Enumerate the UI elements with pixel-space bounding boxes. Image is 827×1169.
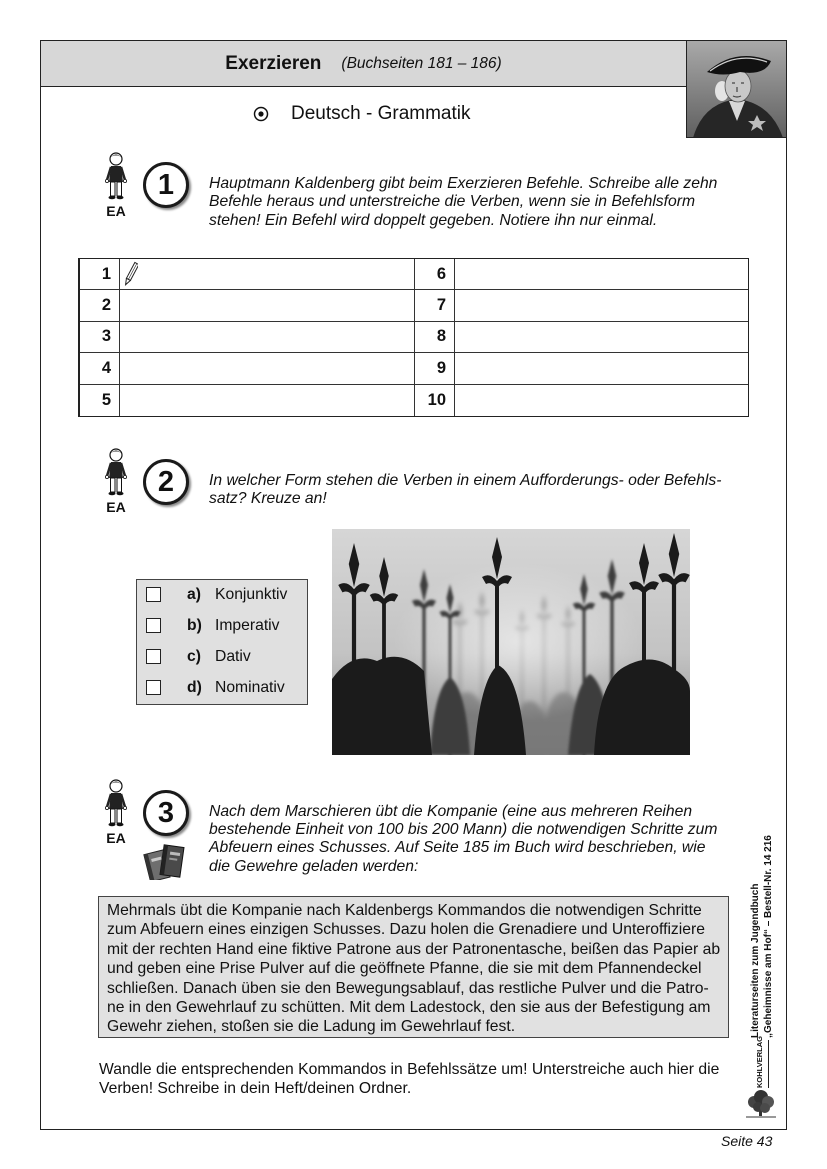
student-figure-icon bbox=[103, 778, 129, 828]
option-checkbox[interactable] bbox=[146, 587, 161, 602]
closing-instruction bbox=[99, 1060, 719, 1098]
page-number: Seite 43 bbox=[721, 1133, 773, 1149]
task-number-badge bbox=[143, 790, 189, 836]
text-line: Verben! Schreibe in dein Heft/deinen Ordner. bbox=[99, 1079, 412, 1097]
row-number: 5 bbox=[80, 385, 120, 416]
task-number: 1 bbox=[157, 168, 175, 201]
option-letter: d) bbox=[187, 679, 202, 696]
row-number: 8 bbox=[415, 322, 455, 353]
title-order-number: „Geheimnisse am Hof“ – Bestell-Nr. 14 216 bbox=[763, 835, 774, 1038]
option-label: Konjunktiv bbox=[215, 586, 288, 603]
soldiers-photo bbox=[332, 529, 690, 755]
book-pages: (Buchseiten 181 – 186) bbox=[341, 54, 502, 72]
text-line: In welcher Form stehen die Verben in einem Aufforderungs- oder Befehls- bbox=[209, 471, 722, 489]
book-icon bbox=[142, 842, 186, 880]
row-number: 6 bbox=[415, 259, 455, 290]
text-line: Hauptmann Kaldenberg gibt beim Exerzieren Befehle. Schreibe alle zehn bbox=[209, 174, 718, 192]
text-line: bestehende Einheit von 100 bis 200 Mann) die notwendigen Schritte zum bbox=[209, 821, 718, 838]
answer-cell[interactable] bbox=[120, 353, 415, 384]
option-checkbox[interactable] bbox=[146, 649, 161, 664]
student-figure-icon bbox=[103, 151, 129, 201]
option-letter: c) bbox=[187, 648, 201, 665]
row-number: 9 bbox=[415, 353, 455, 384]
task-number: 2 bbox=[157, 465, 175, 498]
option-item bbox=[137, 642, 307, 671]
book-excerpt-box bbox=[98, 896, 729, 1038]
text-line: Befehle heraus und unterstreiche die Verben, wenn sie in Befehlsform bbox=[209, 193, 696, 211]
excerpt-line: schließen. Danach üben sie den Bewegungsablauf, das restliche Pulver und die Patro- bbox=[107, 979, 709, 997]
task-number-badge bbox=[143, 459, 189, 505]
text-line: Abfeuern eines Schusses. Auf Seite 185 im Buch wird beschrieben, wie bbox=[209, 839, 706, 857]
answer-cell[interactable] bbox=[455, 385, 748, 416]
text-line: Nach dem Marschieren übt die Kompanie (eine aus mehreren Reihen bbox=[209, 802, 693, 820]
option-letter: a) bbox=[187, 586, 201, 603]
publisher-logo: KOHLVERLAG bbox=[754, 1040, 769, 1088]
option-item bbox=[137, 580, 307, 609]
option-checkbox[interactable] bbox=[146, 680, 161, 695]
option-label: Imperativ bbox=[215, 617, 280, 634]
answer-cell[interactable] bbox=[120, 322, 415, 353]
tree-logo-icon bbox=[744, 1088, 778, 1118]
row-number: 10 bbox=[415, 385, 455, 416]
work-form-label: EA bbox=[106, 830, 126, 846]
option-label: Dativ bbox=[215, 648, 251, 665]
student-figure-icon bbox=[103, 447, 129, 497]
task-instruction bbox=[209, 803, 717, 877]
row-number: 3 bbox=[80, 322, 120, 353]
answer-cell[interactable] bbox=[120, 259, 415, 290]
excerpt-line: zum Abfeuern eines einzigen Schusses. Dazu holen die Grenadiere und Unteroffiziere bbox=[107, 921, 705, 939]
text-line: Wandle die entsprechenden Kommandos in Befehlssätze um! Unterstreiche auch hier die bbox=[99, 1060, 720, 1078]
publication-info bbox=[749, 820, 779, 1038]
task-number-badge bbox=[143, 162, 189, 208]
text-line: die Gewehre geladen werden: bbox=[209, 857, 419, 875]
answer-cell[interactable] bbox=[455, 322, 748, 353]
task-instruction bbox=[209, 472, 721, 510]
answer-cell[interactable] bbox=[120, 385, 415, 416]
work-form-label: EA bbox=[106, 499, 126, 515]
excerpt-line: mit der rechten Hand eine fiktive Patrone aus der Patronentasche, beißen das Papier ab bbox=[107, 940, 721, 958]
page-title: Exerzieren bbox=[225, 52, 322, 74]
option-checkbox[interactable] bbox=[146, 618, 161, 633]
option-item bbox=[137, 611, 307, 640]
row-number: 1 bbox=[80, 259, 120, 290]
option-letter: b) bbox=[187, 617, 202, 634]
option-label: Nominativ bbox=[215, 679, 285, 696]
pencil-icon bbox=[124, 261, 138, 287]
header-band bbox=[41, 41, 686, 87]
excerpt-line: Mehrmals übt die Kompanie nach Kaldenbergs Kommandos die notwendigen Schritte bbox=[107, 902, 702, 919]
series-label: Literaturseiten zum Jugendbuch bbox=[750, 883, 761, 1038]
portrait-image bbox=[686, 41, 786, 138]
row-number: 7 bbox=[415, 290, 455, 321]
excerpt-line: ne in den Gewehrlauf zu schütten. Mit dem Ladestock, den sie aus der Befestigung am bbox=[107, 999, 711, 1017]
answer-cell[interactable] bbox=[120, 290, 415, 321]
work-form-label: EA bbox=[106, 203, 126, 219]
option-item bbox=[137, 673, 307, 702]
answer-cell[interactable] bbox=[455, 259, 748, 290]
row-number: 2 bbox=[80, 290, 120, 321]
answer-table bbox=[78, 258, 749, 417]
task-instruction bbox=[209, 175, 717, 231]
excerpt-line: Gewehr ziehen, stoßen sie die Ladung im Gewehrlauf fest. bbox=[107, 1018, 516, 1036]
text-line: stehen! Ein Befehl wird doppelt gegeben. Notiere ihn nur einmal. bbox=[209, 212, 658, 230]
row-number: 4 bbox=[80, 353, 120, 384]
answer-cell[interactable] bbox=[455, 353, 748, 384]
circled-dot-icon bbox=[253, 106, 269, 122]
subject-label: Deutsch - Grammatik bbox=[291, 103, 471, 124]
text-line: satz? Kreuze an! bbox=[209, 490, 327, 508]
task-number: 3 bbox=[157, 796, 175, 829]
answer-options-box bbox=[136, 579, 308, 705]
answer-cell[interactable] bbox=[455, 290, 748, 321]
excerpt-line: und geben eine Prise Pulver auf die geöffnete Pfanne, die sie mit dem Pfannendeckel bbox=[107, 960, 702, 978]
